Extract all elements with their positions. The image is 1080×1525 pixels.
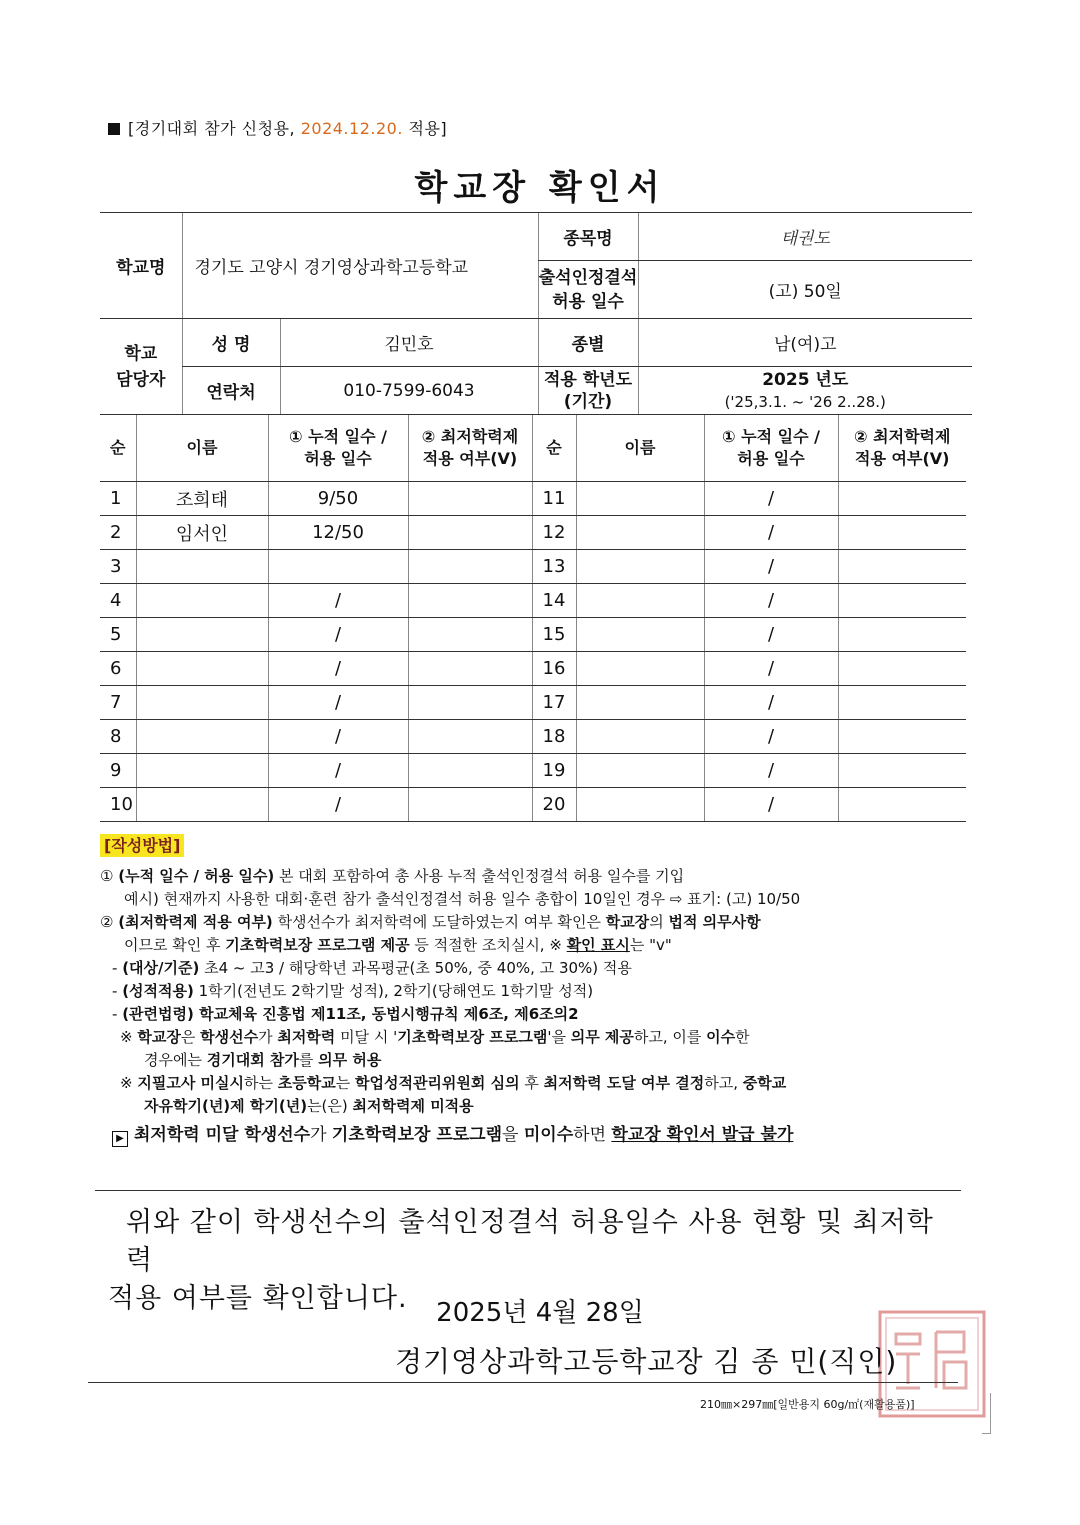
row-number: 4 bbox=[100, 584, 136, 618]
instruction-example: 예시) 현재까지 사용한 대회·훈련 참가 출석인정결석 허용 일수 총합이 10일인 경우 ⇨ 표기: (고) 10/50 bbox=[124, 890, 801, 908]
note-date: 2024.12.20. bbox=[300, 119, 403, 138]
days-cell: / bbox=[704, 686, 838, 720]
days-cell: 12/50 bbox=[268, 516, 408, 550]
table-row bbox=[100, 754, 966, 788]
school-value: 경기도 고양시 경기영상과학고등학교 bbox=[182, 213, 538, 319]
absence-value: (고) 50일 bbox=[638, 261, 972, 319]
note-prefix: [경기대회 참가 신청용, bbox=[128, 119, 301, 138]
row-number: 7 bbox=[100, 686, 136, 720]
student-name bbox=[576, 720, 704, 754]
table-row bbox=[100, 584, 966, 618]
student-name bbox=[576, 618, 704, 652]
days-cell: / bbox=[704, 516, 838, 550]
table-row bbox=[100, 720, 966, 754]
instruction-note-2: ※ 지필고사 미실시하는 초등학교는 학업성적관리위원회 심의 후 최저학력 도달 여부 결정하고, 중학교 bbox=[120, 1074, 787, 1092]
instructions-title: [작성방법] bbox=[100, 834, 184, 857]
days-cell: / bbox=[268, 720, 408, 754]
days-cell: / bbox=[268, 754, 408, 788]
min-check-cell bbox=[838, 584, 966, 618]
days-cell bbox=[268, 550, 408, 584]
row-number: 13 bbox=[532, 550, 576, 584]
table-row bbox=[100, 686, 966, 720]
min-check-cell bbox=[838, 516, 966, 550]
row-number: 5 bbox=[100, 618, 136, 652]
contact-value: 010-7599-6043 bbox=[280, 367, 538, 415]
table-row bbox=[100, 550, 966, 584]
table-row bbox=[100, 652, 966, 686]
info-table bbox=[100, 212, 972, 415]
square-bullet-icon bbox=[108, 123, 120, 135]
student-name: 조희태 bbox=[136, 482, 268, 516]
days-cell: / bbox=[268, 788, 408, 822]
days-cell: / bbox=[704, 482, 838, 516]
min-check-cell bbox=[408, 788, 532, 822]
gender-label: 종별 bbox=[538, 319, 638, 367]
signature-divider bbox=[88, 1382, 958, 1383]
row-number: 1 bbox=[100, 482, 136, 516]
row-number: 16 bbox=[532, 652, 576, 686]
year-label: 적용 학년도 (기간) bbox=[538, 367, 638, 415]
header-days-2: ① 누적 일수 / 허용 일수 bbox=[704, 415, 838, 482]
student-name bbox=[136, 720, 268, 754]
min-check-cell bbox=[408, 720, 532, 754]
instruction-grades: - (성적적용) 1학기(전년도 2학기말 성적), 2학기(당해연도 1학기말 성적) bbox=[112, 982, 594, 1000]
min-check-cell bbox=[838, 686, 966, 720]
days-cell: / bbox=[268, 686, 408, 720]
header-num-2: 순 bbox=[532, 415, 576, 482]
absence-label: 출석인정결석 허용 일수 bbox=[538, 261, 638, 319]
row-number: 8 bbox=[100, 720, 136, 754]
instruction-2-cont: 이므로 확인 후 기초학력보장 프로그램 제공 등 적절한 조치실시, ※ 확인 표시는 "v" bbox=[124, 936, 672, 954]
table-row bbox=[100, 482, 966, 516]
student-name bbox=[576, 516, 704, 550]
student-name: 임서인 bbox=[136, 516, 268, 550]
days-cell: / bbox=[704, 550, 838, 584]
min-check-cell bbox=[838, 652, 966, 686]
student-name bbox=[136, 754, 268, 788]
issue-date: 2025년 4월 28일 bbox=[436, 1298, 644, 1328]
min-check-cell bbox=[838, 482, 966, 516]
row-number: 14 bbox=[532, 584, 576, 618]
row-number: 3 bbox=[100, 550, 136, 584]
min-check-cell bbox=[408, 686, 532, 720]
student-name bbox=[136, 652, 268, 686]
min-check-cell bbox=[838, 754, 966, 788]
student-name bbox=[136, 584, 268, 618]
student-name bbox=[136, 788, 268, 822]
days-cell: / bbox=[704, 618, 838, 652]
table-row bbox=[100, 788, 966, 822]
contact-label: 연락처 bbox=[182, 367, 280, 415]
header-name-2: 이름 bbox=[576, 415, 704, 482]
manager-label: 학교 담당자 bbox=[100, 319, 182, 415]
name-value: 김민호 bbox=[280, 319, 538, 367]
row-number: 18 bbox=[532, 720, 576, 754]
student-name bbox=[136, 618, 268, 652]
header-min: ② 최저학력제 적용 여부(V) bbox=[408, 415, 532, 482]
instruction-note-1-cont: 경우에는 경기대회 참가를 의무 허용 bbox=[144, 1051, 382, 1069]
divider bbox=[95, 1190, 961, 1191]
min-check-cell bbox=[408, 516, 532, 550]
table-row bbox=[100, 516, 966, 550]
student-name bbox=[576, 686, 704, 720]
instruction-note-2-cont: 자유학기(년)제 학기(년)는(은) 최저학력제 미적용 bbox=[144, 1097, 474, 1115]
header-min-2: ② 최저학력제 적용 여부(V) bbox=[838, 415, 966, 482]
year-value: 2025 년도 ('25,3.1. ~ '26 2..28.) bbox=[638, 367, 972, 415]
row-number: 17 bbox=[532, 686, 576, 720]
confirmation-line-1: 위와 같이 학생선수의 출석인정결석 허용일수 사용 현황 및 최저학력 bbox=[126, 1207, 934, 1276]
days-cell: / bbox=[704, 788, 838, 822]
name-label: 성 명 bbox=[182, 319, 280, 367]
instruction-target: - (대상/기준) 초4 ~ 고3 / 해당학년 과목평균(초 50%, 중 40%, 고 30%) 적용 bbox=[112, 959, 632, 977]
student-name bbox=[576, 550, 704, 584]
row-number: 2 bbox=[100, 516, 136, 550]
instruction-laws: - (관련법령) 학교체육 진흥법 제11조, 동법시행규칙 제6조, 제6조의2 bbox=[112, 1005, 579, 1023]
days-cell: / bbox=[268, 618, 408, 652]
header-days: ① 누적 일수 / 허용 일수 bbox=[268, 415, 408, 482]
days-cell: / bbox=[704, 652, 838, 686]
row-number: 9 bbox=[100, 754, 136, 788]
row-number: 15 bbox=[532, 618, 576, 652]
student-name bbox=[576, 754, 704, 788]
instruction-note-1: ※ 학교장은 학생선수가 최저학력 미달 시 '기초학력보장 프로그램'을 의무 제공하고, 이를 이수한 bbox=[120, 1028, 750, 1046]
student-name bbox=[136, 550, 268, 584]
row-number: 20 bbox=[532, 788, 576, 822]
student-name bbox=[576, 788, 704, 822]
row-number: 12 bbox=[532, 516, 576, 550]
event-value: 태권도 bbox=[638, 213, 972, 261]
event-label: 종목명 bbox=[538, 213, 638, 261]
min-check-cell bbox=[838, 550, 966, 584]
min-check-cell bbox=[838, 618, 966, 652]
table-row bbox=[100, 618, 966, 652]
student-name bbox=[136, 686, 268, 720]
min-check-cell bbox=[838, 788, 966, 822]
student-name bbox=[576, 652, 704, 686]
signer: 경기영상과학고등학교장 김 종 민(직인) bbox=[395, 1345, 898, 1378]
student-list-table bbox=[100, 414, 966, 822]
days-cell: 9/50 bbox=[268, 482, 408, 516]
school-label: 학교명 bbox=[100, 213, 182, 319]
min-check-cell bbox=[408, 618, 532, 652]
min-check-cell bbox=[408, 482, 532, 516]
row-number: 11 bbox=[532, 482, 576, 516]
days-cell: / bbox=[268, 652, 408, 686]
instructions bbox=[100, 834, 970, 1147]
application-note bbox=[108, 116, 447, 139]
min-check-cell bbox=[408, 550, 532, 584]
instruction-warning: ▶ 최저학력 미달 학생선수가 기초학력보장 프로그램을 미이수하면 학교장 확인서 발급 불가 bbox=[100, 1124, 970, 1147]
confirmation-line-2: 적용 여부를 확인합니다. bbox=[108, 1283, 408, 1314]
days-cell: / bbox=[704, 754, 838, 788]
student-name bbox=[576, 482, 704, 516]
student-name bbox=[576, 584, 704, 618]
gender-value: 남(여)고 bbox=[638, 319, 972, 367]
table-header-row bbox=[100, 415, 966, 482]
instruction-1: ① (누적 일수 / 허용 일수) 본 대회 포함하여 총 사용 누적 출석인정결석 허용 일수를 기입 bbox=[100, 867, 685, 885]
document-title: 학교장 확인서 bbox=[414, 168, 666, 208]
min-check-cell bbox=[408, 652, 532, 686]
row-number: 6 bbox=[100, 652, 136, 686]
arrow-box-icon: ▶ bbox=[112, 1131, 128, 1147]
margin-bracket bbox=[982, 1393, 991, 1434]
days-cell: / bbox=[704, 720, 838, 754]
min-check-cell bbox=[838, 720, 966, 754]
days-cell: / bbox=[268, 584, 408, 618]
days-cell: / bbox=[704, 584, 838, 618]
header-name: 이름 bbox=[136, 415, 268, 482]
min-check-cell bbox=[408, 754, 532, 788]
paper-spec: 210㎜×297㎜[일반용지 60g/㎡(재활용품)] bbox=[700, 1398, 915, 1411]
header-num: 순 bbox=[100, 415, 136, 482]
row-number: 10 bbox=[100, 788, 136, 822]
row-number: 19 bbox=[532, 754, 576, 788]
instruction-2: ② (최저학력제 적용 여부) 학생선수가 최저학력에 도달하였는지 여부 확인은 학교장의 법적 의무사항 bbox=[100, 913, 761, 931]
min-check-cell bbox=[408, 584, 532, 618]
note-suffix: 적용] bbox=[402, 119, 448, 138]
